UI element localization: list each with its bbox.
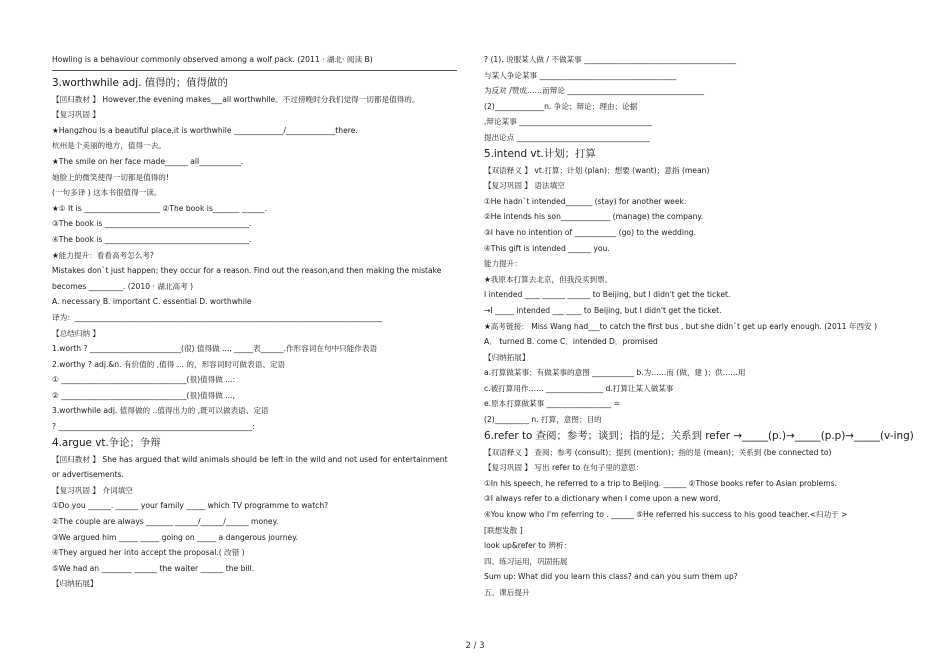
section-heading: 4.argue vt.争论；争辩 (52, 436, 161, 449)
section-heading: 5.intend vt.计划；打算 (484, 147, 596, 160)
text-line: 译为：_________________________________________________________________________________ (52, 312, 383, 322)
text-line: ③The book is ______________________________________. (52, 219, 252, 229)
text-line: 【归纳拓展】 (52, 579, 98, 589)
text-line: 与某人争论某事 ____________________________________ (484, 70, 677, 80)
text-line: I intended ____ ______ ______ to Beijing, but I didn't get the ticket. (484, 290, 731, 300)
text-line: look up&refer to 辨析： (484, 541, 572, 551)
text-line: ③I always refer to a dictionary when I come upon a new word. (484, 494, 721, 504)
text-line: 2.worthy ? adj.&n. 有价值的 ,值得 ... 的，形容词时可做表语、定语 (52, 359, 286, 369)
text-line: ② _________________________________(很)值得做 ..., (52, 390, 235, 400)
horizontal-rule (52, 70, 457, 71)
text-line: 她脸上的微笑使得一切都是值得的! (52, 172, 169, 182)
text-line: ★The smile on her face made______ all___________. (52, 156, 244, 166)
text-line: 【回归教材 】 She has argued that wild animals should be left in the wild and not used for entertainment (52, 454, 448, 464)
text-line: 四、练习运用，巩固拓展 (484, 556, 568, 566)
text-line: c.被打算用作…… _______________ d.打算让某人做某事 (484, 383, 674, 393)
section-heading: 6.refer to 查阅；参考；谈到；指的是；关系到 refer →_____(p.)→_____(p.p)→_____(v-ing) (484, 429, 914, 442)
text-line: 【复习巩固 】 (52, 110, 100, 120)
text-line: ★能力提升：看看高考怎么考? (52, 250, 154, 260)
text-line: e.原本打算做某事 _________________ = (484, 399, 620, 409)
text-line: (2)_____________n. 争论；辩论；理由；论据 (484, 101, 638, 111)
text-line: (一句多译 ) 这本书很值得一读。 (52, 188, 162, 198)
text-line: 【复习巩固 】 语法填空 (484, 181, 565, 191)
text-line: ②The couple are always _______ ______/______/______ money. (52, 517, 279, 527)
text-line: A． turned B. come C．intended D．promised (484, 337, 658, 347)
text-line: ①In his speech, he referred to a trip to Beijing. ______ ②Those books refer to Asian problems. (484, 478, 837, 488)
text-line: 3.worthwhile adj. 值得做的 ..值得出力的 ,既可以做表语、定语 (52, 406, 269, 416)
text-line: ③We argued him _____ _____ going on _____ a dangerous journey. (52, 532, 299, 542)
text-line: 1.worth ? ________________________(很) 值得做 ..., _____表______.作形容词在句中只能作表语 (52, 344, 378, 354)
text-line: 【归纳拓展】 (484, 352, 530, 362)
text-line: 【总结归纳 】 (52, 328, 100, 338)
section-heading: 3.worthwhile adj. 值得的；值得做的 (52, 76, 228, 89)
text-line: ①Do you ______. ______ your family _____ which TV programme to watch? (52, 501, 329, 511)
text-line: ★我原本打算去北京，但我没买到票。 (484, 274, 613, 284)
text-line: ②He intends his son_____________ (manage) the company. (484, 212, 704, 222)
text-line: Sum up: What did you learn this class? and can you sum them up? (484, 572, 738, 582)
text-line: 为反对 /赞成……而辩论 ____________________________________ (484, 86, 705, 96)
text-line: ? ___________________________________________________: (52, 422, 255, 432)
text-line: ★高考链接： Miss Wang had___to catch the first bus , but she didn`t get up early enough. (2011 年西安 ) (484, 321, 878, 331)
text-line: [联想发散 ] (484, 525, 523, 535)
text-line: 【双语释义 】 vt.打算；计划 (plan)；想要 (want)；意指 (mean) (484, 165, 710, 175)
text-line: 五、课后提升 (484, 588, 530, 597)
page-number: 2 / 3 (465, 641, 485, 651)
text-line: ★① It is ____________________ ②The book is_______ ______. (52, 203, 268, 213)
text-line: a.打算做某事；有做某事的意图 ___________ b.为……而 (做，建 )；供……用 (484, 368, 746, 378)
text-line: ④You know who I'm referring to . ______ ⑤He referred his success to his good teacher.<归功于 > (484, 510, 848, 520)
text-line: (2)_________ n. 打算，意图；目的 (484, 415, 602, 425)
text-line: ,辩论某事 ___________________________________ (484, 117, 653, 127)
text-line: ④They argued her into accept the proposal.( 改错 ) (52, 548, 245, 558)
text-line: ④This gift is intended ______ you. (484, 243, 610, 253)
text-line: A. necessary B. important C. essential D. worthwhile (52, 297, 252, 307)
text-line: or advertisements. (52, 470, 124, 480)
text-line: ? (1). 说服某人做 / 不做某事 ________________________________________ (484, 55, 737, 64)
text-line: 【回归教材 】 However,the evening makes___all worthwhile。不过傍晚时分我们觉得一切都是值得的。 (52, 94, 420, 104)
left-column (52, 52, 464, 592)
text-line: 杭州是个美丽的地方，值得一去。 (52, 141, 166, 151)
text-line: ★Hangzhou is a beautiful place,it is worthwhile _____________/_____________there. (52, 125, 358, 135)
text-line: ①He hadn`t intended_______ (stay) for another week. (484, 196, 687, 206)
text-line: 【复习巩固 】 介词填空 (52, 485, 133, 495)
text-line: Mistakes don`t just happen; they occur for a reason. Find out the reason,and then making the mistake (52, 266, 442, 276)
text-line: Howling is a behaviour commonly observed among a wolf pack. (2011 · 湖北· 阅读 B) (52, 55, 373, 64)
text-line: 能力提升： (484, 259, 522, 269)
text-line: 【复习巩固 】 写出 refer to 在句子里的意思： (484, 463, 644, 473)
text-line: ③I have no intention of ___________ (go) to the wedding. (484, 227, 697, 237)
text-line: ④The book is ______________________________________. (52, 234, 252, 244)
text-line: 【双语释义 】 查阅；参考 (consult)；提到 (mention)；指的是 (mean)；关系到 (be connected to) (484, 447, 832, 457)
text-line: ① _________________________________(很)值得做 ...: (52, 375, 236, 385)
text-line: 提出论点 ___________________________________ (484, 132, 650, 142)
right-column (484, 52, 914, 601)
text-line: ⑤We had an ________ ______ the waiter ______ the bill. (52, 563, 255, 573)
text-line: →I _____ intended ___ ____ to Beijing, but I didn't get the ticket. (484, 305, 722, 315)
text-line: becomes _________. (2010 · 湖北高考 ) (52, 281, 194, 291)
